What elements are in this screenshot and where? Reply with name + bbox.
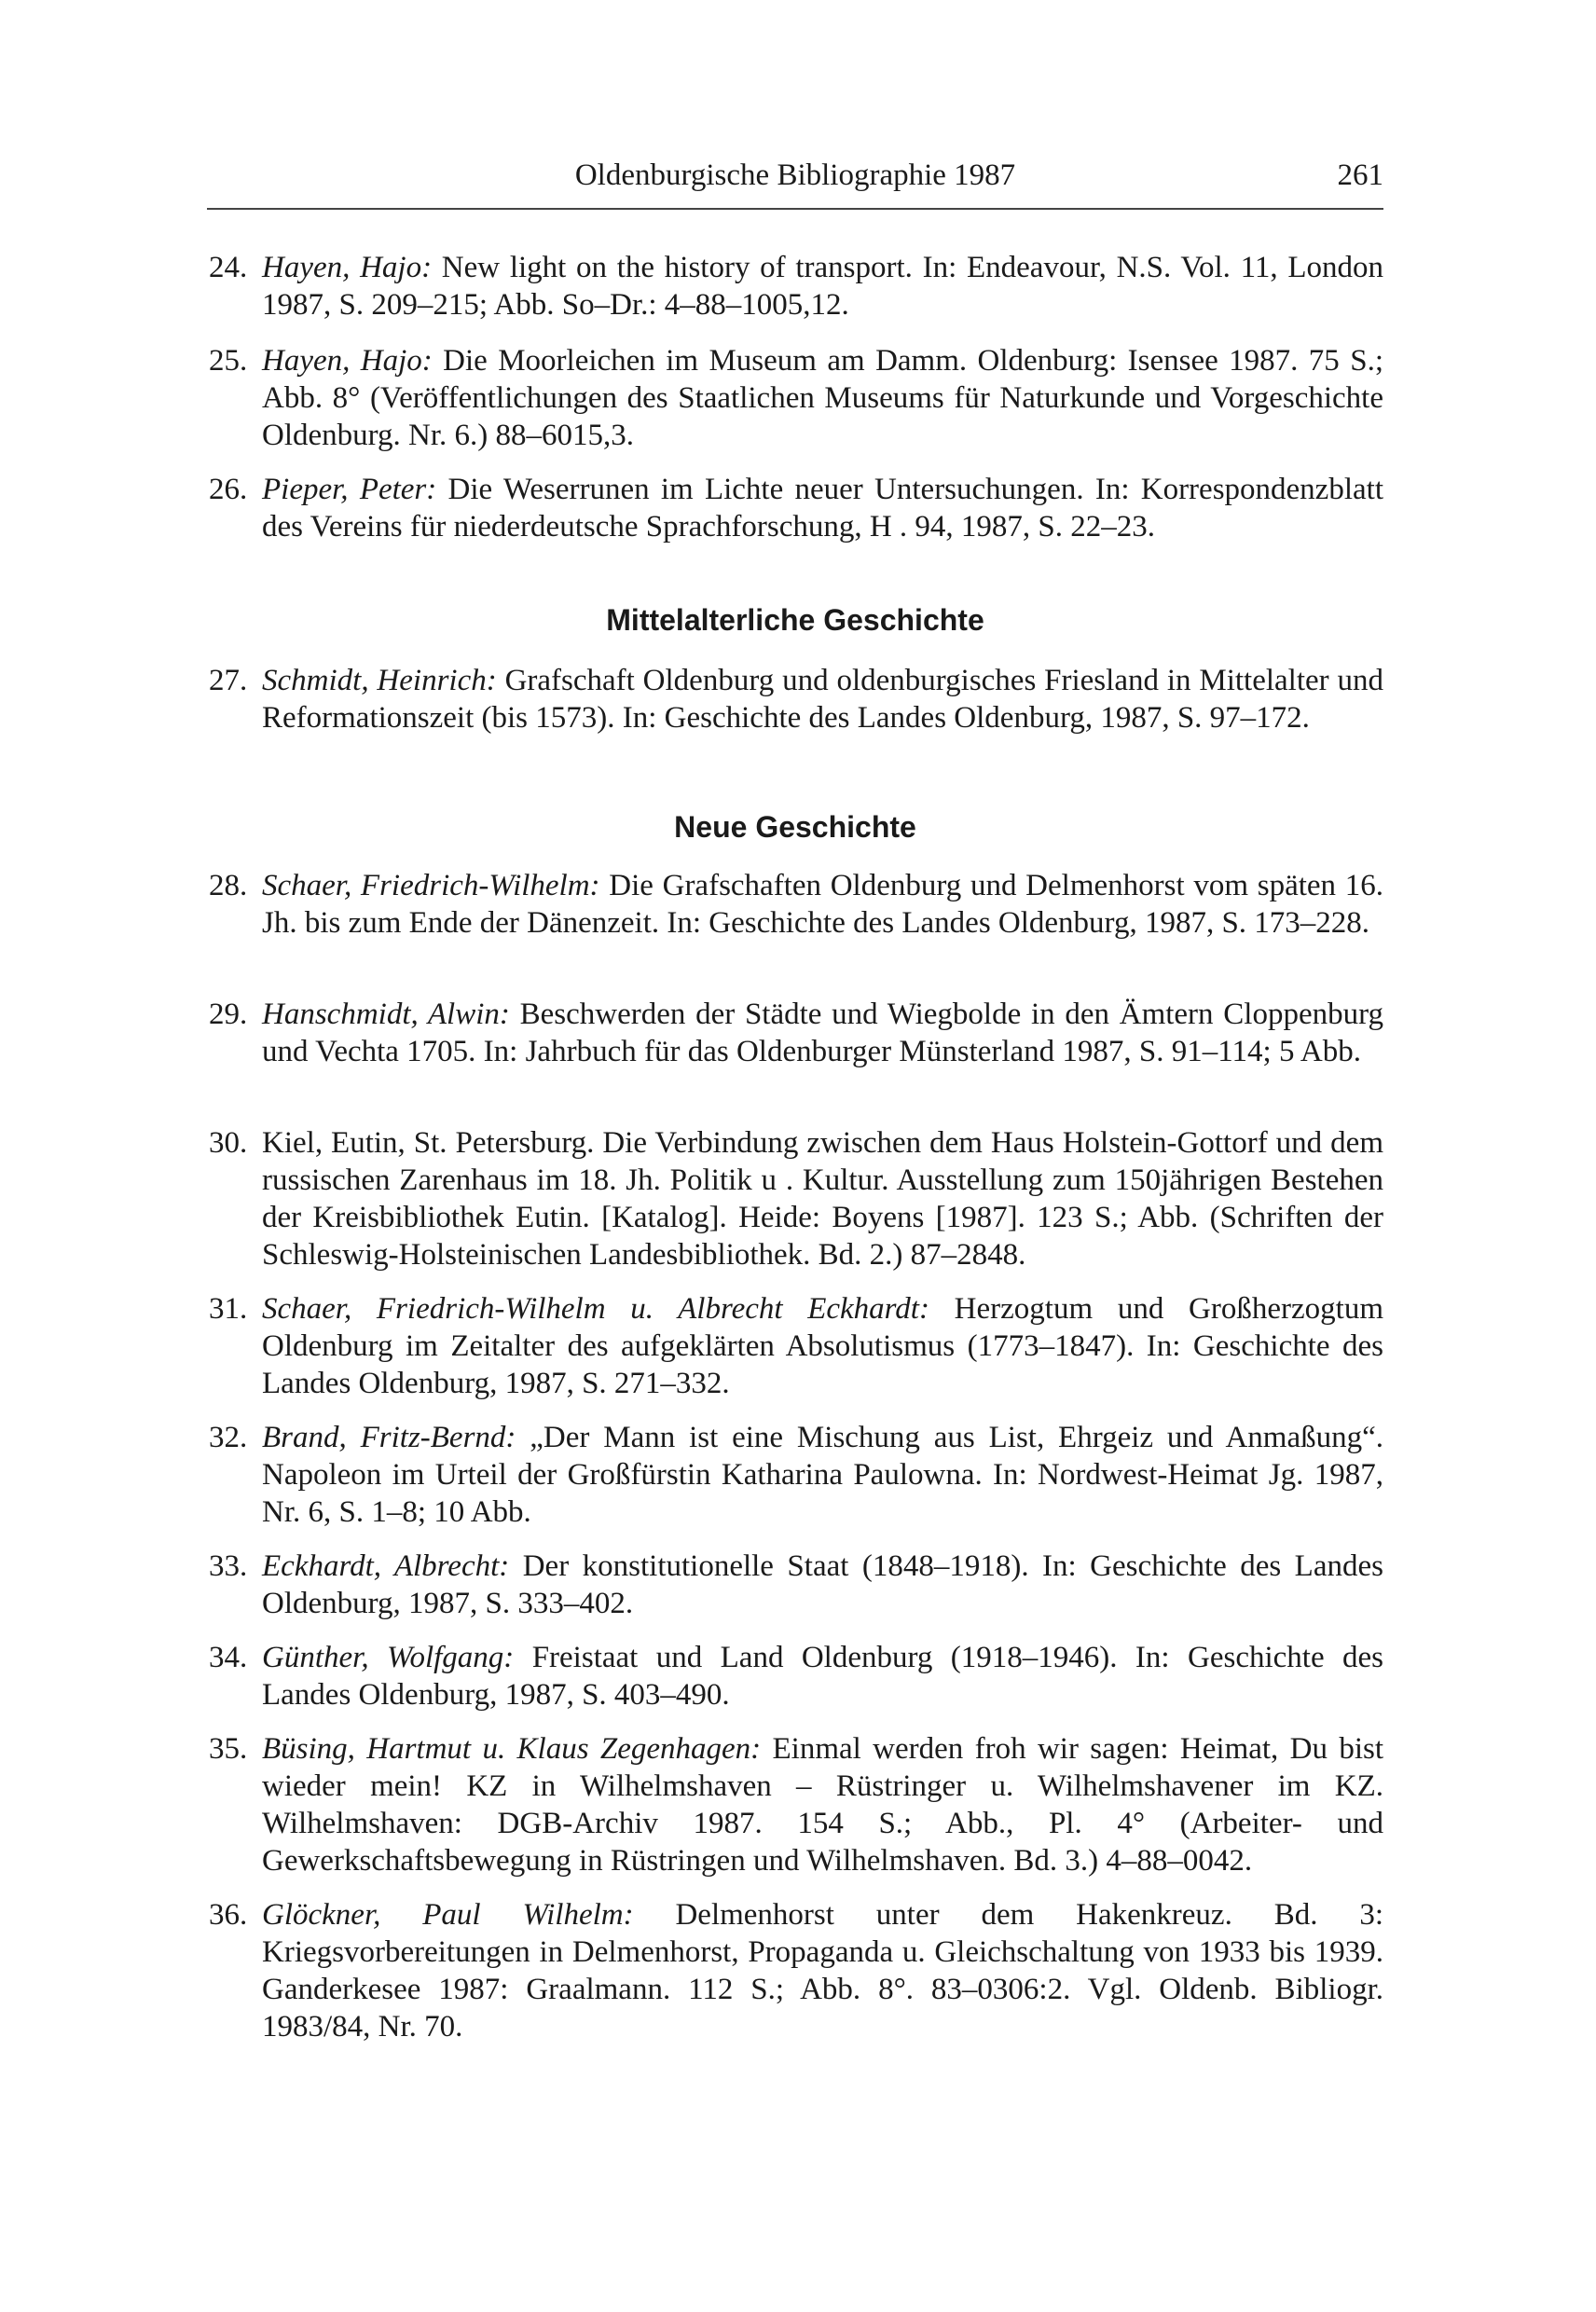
entry-number: 29. <box>209 998 248 1031</box>
entry-text: Einmal werden froh wir sagen: Heimat, Du bist wieder mein! KZ in Wilhelmshaven – Rüstringer u. Wilhelmshavener im KZ. Wilhelmshaven: DGB-Archiv 1987. 154 S.; Abb., Pl. 4° (Arbeiter- und Gewerkschaftsbewegung in Rüstringen und Wilhelmshaven. Bd. 3.) 4–88–0042. <box>262 1732 1383 1878</box>
bibliography-entry-32 <box>209 1419 1384 1531</box>
bibliography-entry-33 <box>209 1548 1383 1622</box>
entry-author: Pieper, Peter: <box>262 473 437 506</box>
entry-text: „Der Mann ist eine Mischung aus List, Ehrgeiz und Anmaßung“. Napoleon im Urteil der Großfürstin Katharina Paulowna. In: Nordwest-Heimat Jg. 1987, Nr. 6, S. 1–8; 10 Abb. <box>262 1421 1384 1529</box>
entry-author: Hanschmidt, Alwin: <box>262 998 510 1031</box>
entry-author: Hayen, Hajo: <box>262 344 433 378</box>
bibliography-entry-35 <box>209 1730 1383 1879</box>
bibliography-entry-24 <box>209 249 1383 323</box>
entry-text: Beschwerden der Städte und Wiegbolde in den Ämtern Cloppenburg und Vechta 1705. In: Jahrbuch für das Oldenburger Münsterland 1987, S. 91–114; 5 Abb. <box>262 998 1383 1068</box>
entry-text: Kiel, Eutin, St. Petersburg. Die Verbindung zwischen dem Haus Holstein-Gottorf und dem russischen Zarenhaus im 18. Jh. Politik u . Kultur. Ausstellung zum 150jährigen Bestehen der Kreisbibliothek Eutin. [Katalog]. Heide: Boyens [1987]. 123 S.; Abb. (Schriften der Schleswig-Holsteinischen Landesbibliothek. Bd. 2.) 87–2848. <box>262 1126 1383 1272</box>
entry-author: Günther, Wolfgang: <box>262 1641 515 1674</box>
bibliography-entry-31 <box>209 1290 1383 1402</box>
header-rule <box>207 208 1383 210</box>
section-heading-medieval: Mittelalterliche Geschichte <box>606 603 984 637</box>
entry-number: 30. <box>209 1126 248 1160</box>
bibliography-entry-30 <box>209 1124 1383 1273</box>
entry-number: 33. <box>209 1549 248 1583</box>
entry-number: 28. <box>209 869 248 902</box>
entry-number: 27. <box>209 664 248 697</box>
entry-text: Die Weserrunen im Lichte neuer Untersuchungen. In: Korrespondenzblatt des Vereins für niederdeutsche Sprachforschung, H . 94, 1987, S. 22–23. <box>262 473 1383 544</box>
bibliography-entry-29 <box>209 996 1383 1070</box>
entry-number: 26. <box>209 473 248 506</box>
entry-author: Schmidt, Heinrich: <box>262 664 497 697</box>
entry-author: Eckhardt, Albrecht: <box>262 1549 510 1583</box>
entry-author: Hayen, Hajo: <box>262 251 433 284</box>
entry-text: Der konstitutionelle Staat (1848–1918). In: Geschichte des Landes Oldenburg, 1987, S. 333–402. <box>262 1549 1383 1620</box>
entry-text: Grafschaft Oldenburg und oldenburgisches Friesland in Mittelalter und Reformationszeit (bis 1573). In: Geschichte des Landes Oldenburg, 1987, S. 97–172. <box>262 664 1383 735</box>
entry-number: 34. <box>209 1641 248 1674</box>
entry-author: Schaer, Friedrich-Wilhelm u. Albrecht Eckhardt: <box>262 1292 929 1326</box>
entry-text: New light on the history of transport. In: Endeavour, N.S. Vol. 11, London 1987, S. 209–215; Abb. So–Dr.: 4–88–1005,12. <box>262 251 1383 322</box>
bibliography-entry-28 <box>209 867 1383 942</box>
entry-text: Delmenhorst unter dem Hakenkreuz. Bd. 3: Kriegsvorbereitungen in Delmenhorst, Propaganda u. Gleichschaltung von 1933 bis 1939. Ganderkesee 1987: Graalmann. 112 S.; Abb. 8°. 83–0306:2. Vgl. Oldenb. Bibliogr. 1983/84, Nr. 70. <box>262 1898 1384 2044</box>
bibliography-entry-36 <box>209 1896 1384 2045</box>
entry-number: 35. <box>209 1732 248 1766</box>
entry-author: Brand, Fritz-Bernd: <box>262 1421 516 1454</box>
entry-number: 36. <box>209 1898 248 1932</box>
section-heading-modern: Neue Geschichte <box>674 810 916 844</box>
entry-author: Büsing, Hartmut u. Klaus Zegenhagen: <box>262 1732 762 1766</box>
entry-text: Die Grafschaften Oldenburg und Delmenhorst vom späten 16. Jh. bis zum Ende der Dänenzeit. In: Geschichte des Landes Oldenburg, 1987, S. 173–228. <box>262 869 1383 940</box>
page-number: 261 <box>1337 158 1383 192</box>
entry-number: 31. <box>209 1292 248 1326</box>
bibliography-entry-26 <box>209 471 1383 545</box>
entry-number: 32. <box>209 1421 248 1454</box>
entry-number: 24. <box>209 251 248 284</box>
bibliography-entry-27 <box>209 662 1383 736</box>
entry-number: 25. <box>209 344 248 378</box>
entry-author: Glöckner, Paul Wilhelm: <box>262 1898 634 1932</box>
entry-text: Freistaat und Land Oldenburg (1918–1946). In: Geschichte des Landes Oldenburg, 1987, S. 403–490. <box>262 1641 1383 1712</box>
entry-text: Herzogtum und Großherzogtum Oldenburg im Zeitalter des aufgeklärten Absolutismus (1773–1847). In: Geschichte des Landes Oldenburg, 1987, S. 271–332. <box>262 1292 1383 1400</box>
bibliography-entry-34 <box>209 1639 1383 1713</box>
entry-text: Die Moorleichen im Museum am Damm. Oldenburg: Isensee 1987. 75 S.; Abb. 8° (Veröffentlichungen des Staatlichen Museums für Naturkunde und Vorgeschichte Oldenburg. Nr. 6.) 88–6015,3. <box>262 344 1383 452</box>
running-header <box>207 155 1383 196</box>
bibliography-entry-25 <box>209 342 1383 454</box>
running-title: Oldenburgische Bibliographie 1987 <box>574 158 1016 192</box>
entry-author: Schaer, Friedrich-Wilhelm: <box>262 869 600 902</box>
